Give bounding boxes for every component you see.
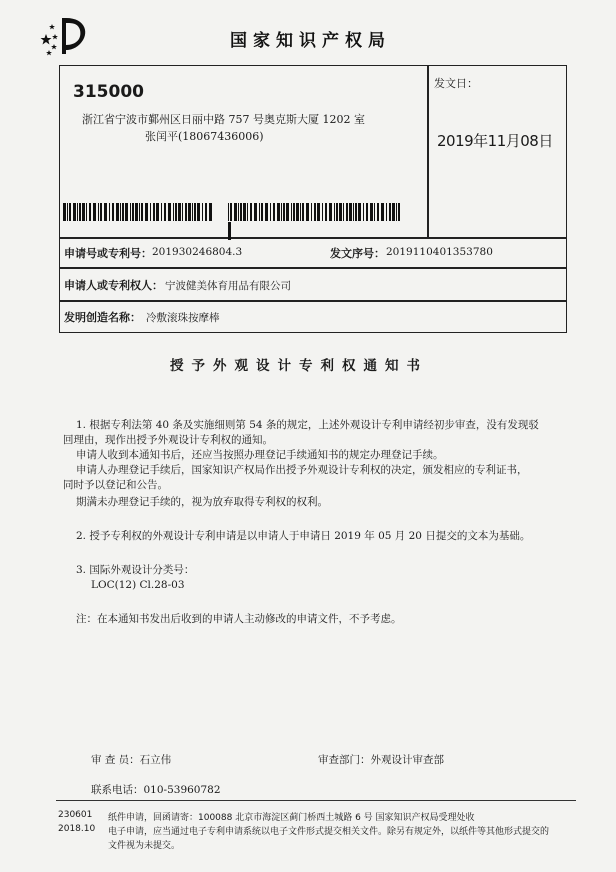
barcode xyxy=(228,203,405,221)
barcode xyxy=(63,203,213,221)
footer-line: 电子申请，应当通过电子专利申请系统以电子文件形式提交相关文件。除另有规定外，以纸件等其他形式提交的 xyxy=(108,827,550,837)
paragraph-line: 回理由，现作出授予外观设计专利权的通知。 xyxy=(63,434,273,446)
serial-no: 2019110401353780 xyxy=(386,246,493,258)
classification-label: 3. 国际外观设计分类号： xyxy=(76,564,195,576)
recipient-name: 张闰平(18067436006) xyxy=(145,130,264,143)
examiner: 审 查 员：石立伟 xyxy=(91,754,172,766)
row-divider xyxy=(59,267,567,269)
issue-date-label: 发文日： xyxy=(434,77,478,90)
cnipa-logo-icon xyxy=(40,14,92,58)
notice-title: 授予外观设计专利权通知书 xyxy=(170,358,428,374)
design-name-label: 发明创造名称： xyxy=(64,311,141,324)
application-no: 201930246804.3 xyxy=(152,246,243,258)
footer-divider xyxy=(56,800,576,801)
paragraph-line: 期满未办理登记手续的，视为放弃取得专利权的权利。 xyxy=(76,496,328,508)
form-version: 2018.10 xyxy=(58,824,96,834)
issue-date: 2019年11月08日 xyxy=(437,132,553,150)
examination-department: 审查部门：外观设计审查部 xyxy=(318,754,444,766)
footer-line: 纸件申请，回函请寄：100088 北京市海淀区蓟门桥西土城路 6 号 国家知识产权局受理处收 xyxy=(108,813,475,823)
row-divider xyxy=(59,237,567,239)
contact-phone: 联系电话：010-53960782 xyxy=(91,784,221,796)
note-text: 注：在本通知书发出后收到的申请人主动修改的申请文件，不予考虑。 xyxy=(76,613,402,625)
footer-line: 文件视为未提交。 xyxy=(108,841,181,851)
paragraph-line: 申请人办理登记手续后，国家知识产权局作出授予外观设计专利权的决定，颁发相应的专利证书， xyxy=(76,464,528,476)
serial-no-label: 发文序号： xyxy=(330,247,385,260)
classification-value: LOC(12) Cl.28-03 xyxy=(91,579,185,591)
info-box-divider xyxy=(427,65,429,237)
office-name: 国家知识产权局 xyxy=(230,31,391,51)
design-name: 冷敷滚珠按摩棒 xyxy=(146,312,220,324)
paragraph-line: 1. 根据专利法第 40 条及实施细则第 54 条的规定，上述外观设计专利申请经初步审查，没有发现驳 xyxy=(76,419,539,431)
applicant-label: 申请人或专利权人： xyxy=(64,279,163,292)
row-divider xyxy=(59,300,567,302)
application-no-label: 申请号或专利号： xyxy=(64,247,152,260)
paragraph-line: 同时予以登记和公告。 xyxy=(63,479,168,491)
paragraph-line: 2. 授予专利权的外观设计专利申请是以申请人于申请日 2019 年 05 月 20 日提交的文本为基础。 xyxy=(76,530,531,542)
form-code: 230601 xyxy=(58,810,93,820)
applicant-name: 宁波健美体育用品有限公司 xyxy=(165,280,291,292)
mailing-address: 浙江省宁波市鄞州区日丽中路 757 号奥克斯大厦 1202 室 xyxy=(82,113,365,126)
postcode: 315000 xyxy=(73,82,144,102)
paragraph-line: 申请人收到本通知书后，还应当按照办理登记手续通知书的规定办理登记手续。 xyxy=(76,449,444,461)
